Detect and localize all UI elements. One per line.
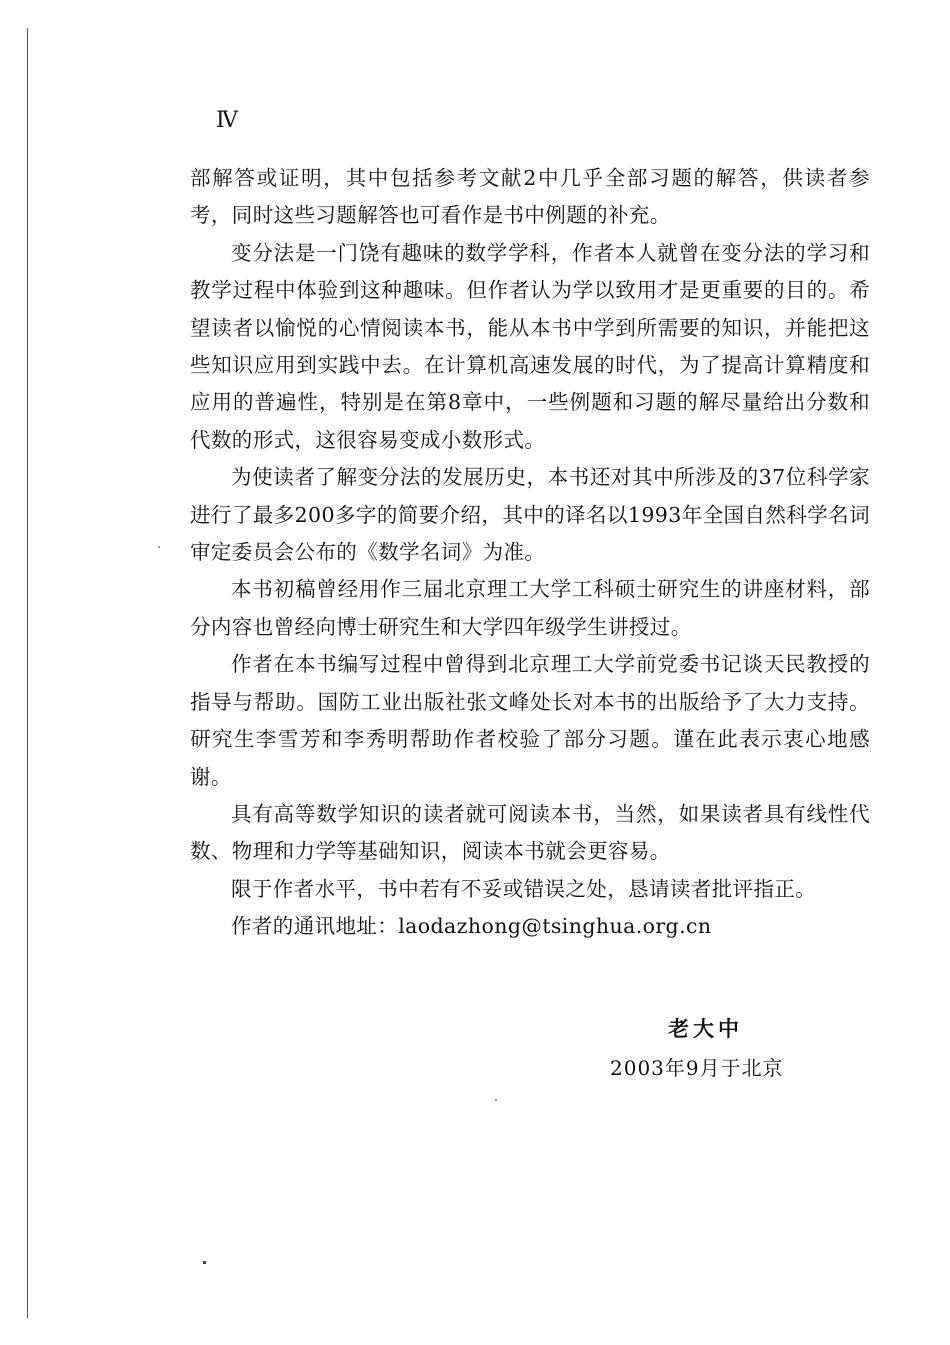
paragraph-prerequisites: 具有高等数学知识的读者就可阅读本书，当然，如果读者具有线性代数、物理和力学等基础知识，阅读本书就会更容易。 [190, 801, 870, 864]
signature-date-place: 2003年9月于北京 [610, 1056, 784, 1080]
preface-body [190, 160, 870, 946]
author-signature: 老大中 [668, 1016, 743, 1041]
page-number: Ⅳ [216, 108, 237, 133]
paragraph-calculus-of-variations: 变分法是一门饶有趣味的数学学科，作者本人就曾在变分法的学习和教学过程中体验到这种趣味。但作者认为学以致用才是更重要的目的。希望读者以愉悦的心情阅读本书，能从本书中学到所需要的知识，并能把这些知识应用到实践中去。在计算机高速发展的时代，为了提高计算精度和应用的普遍性，特别是在第8章中，一些例题和习题的解尽量给出分数和代数的形式，这很容易变成小数形式。 [190, 240, 870, 452]
scan-speck [203, 1261, 206, 1264]
paragraph-errata-request: 限于作者水平，书中若有不妥或错误之处，恳请读者批评指正。 [231, 876, 817, 901]
paragraph-contact-address: 作者的通讯地址：laodazhong@tsinghua.org.cn [231, 914, 712, 939]
paragraph-continuation: 部解答或证明，其中包括参考文献2中几乎全部习题的解答，供读者参考，同时这些习题解答也可看作是书中例题的补充。 [190, 166, 870, 228]
scan-speck [158, 546, 160, 548]
paragraph-history: 为使读者了解变分法的发展历史，本书还对其中所涉及的37位科学家进行了最多200多字的简要介绍，其中的译名以1993年全国自然科学名词审定委员会公布的《数学名词》为准。 [190, 465, 870, 565]
paragraph-lecture-use: 本书初稿曾经用作三届北京理工大学工科硕士研究生的讲座材料，部分内容也曾经向博士研究生和大学四年级学生讲授过。 [190, 577, 870, 639]
paragraph-acknowledgements: 作者在本书编写过程中曾得到北京理工大学前党委书记谈天民教授的指导与帮助。国防工业出版社张文峰处长对本书的出版给予了大力支持。研究生李雪芳和李秀明帮助作者校验了部分习题。谨在此表示衷心地感谢。 [190, 652, 870, 789]
binding-edge-line [27, 28, 28, 1318]
scan-speck [495, 1099, 497, 1101]
